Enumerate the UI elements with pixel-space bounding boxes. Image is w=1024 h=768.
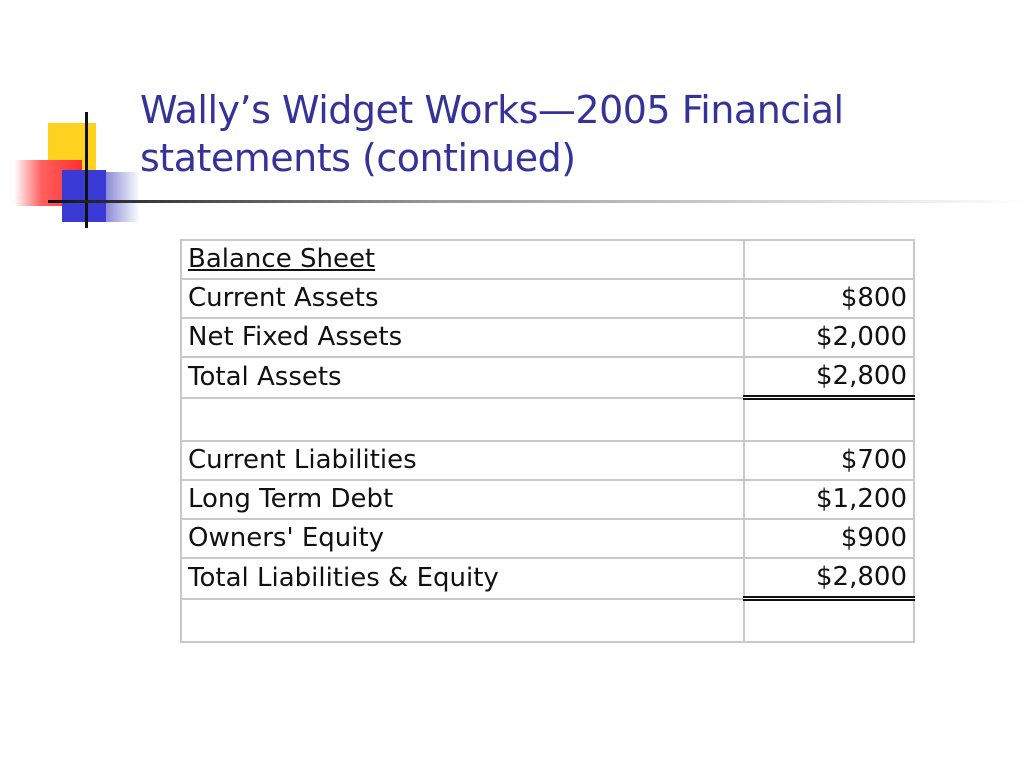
row-amount	[744, 240, 914, 279]
row-amount: $700	[744, 441, 914, 480]
table-row	[181, 398, 914, 442]
slide-title: Wally’s Widget Works—2005 Financial statements (continued)	[140, 88, 844, 180]
table-row	[181, 357, 914, 398]
row-label: Owners' Equity	[181, 519, 744, 558]
row-amount: $2,800	[744, 558, 914, 599]
blue-square	[62, 170, 106, 222]
table-row	[181, 519, 914, 558]
balance-sheet-heading: Balance Sheet	[188, 244, 376, 274]
blue-fade	[106, 172, 140, 222]
logo-graphic	[0, 0, 140, 240]
row-label: Net Fixed Assets	[181, 318, 744, 357]
row-label	[181, 599, 744, 643]
table-row	[181, 558, 914, 599]
row-amount: $800	[744, 279, 914, 318]
table-row	[181, 599, 914, 643]
row-label: Total Assets	[181, 357, 744, 398]
table-row	[181, 240, 914, 279]
row-label: Current Liabilities	[181, 441, 744, 480]
row-label	[181, 240, 744, 279]
row-label: Total Liabilities & Equity	[181, 558, 744, 599]
balance-sheet-table	[180, 239, 915, 643]
row-amount: $1,200	[744, 480, 914, 519]
title-rule	[48, 200, 1024, 203]
row-amount: $2,800	[744, 357, 914, 398]
table-row	[181, 318, 914, 357]
row-label: Current Assets	[181, 279, 744, 318]
row-amount	[744, 599, 914, 643]
row-label: Long Term Debt	[181, 480, 744, 519]
table-row	[181, 441, 914, 480]
row-amount: $2,000	[744, 318, 914, 357]
table-row	[181, 480, 914, 519]
row-label	[181, 398, 744, 442]
vertical-rule	[85, 112, 88, 228]
row-amount: $900	[744, 519, 914, 558]
table-row	[181, 279, 914, 318]
row-amount	[744, 398, 914, 442]
